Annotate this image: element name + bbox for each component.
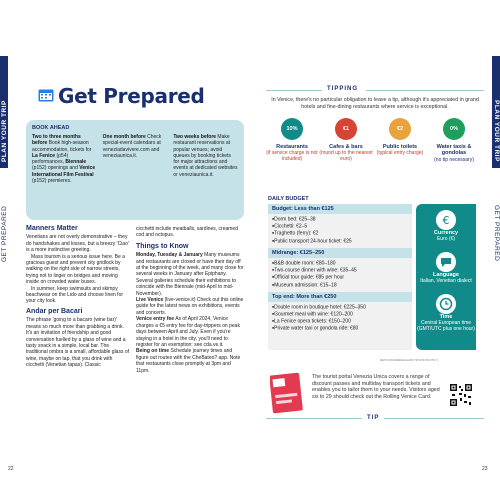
tip-sub: (no tip necessary): [434, 156, 474, 163]
list-item: ■ Cicchetti: €2–5: [272, 223, 408, 230]
book-ahead-heading: BOOK AHEAD: [32, 125, 70, 131]
manners-para: Venetians are not overly demonstrative – they do handshakes and kisses, but a breezy 'Ciao' is a more instinctive greeting.: [26, 234, 129, 254]
tip-title: Water taxis & gondolas: [436, 144, 472, 157]
left-column: [26, 226, 130, 369]
info-panel: [416, 204, 476, 350]
tip-badge: 10%: [281, 118, 303, 140]
budget-tier-list: [268, 304, 412, 336]
manners-para: In summer, keep swimsuits and skimpy beachwear on the Lido and choose linen for your city look.: [26, 285, 124, 305]
list-item: ■ Dorm bed: €25–38: [272, 216, 408, 223]
info-language: Language Italian, Venetian dialect: [416, 252, 476, 284]
book-col-3: Two weeks before Make restaurant reservations at popular venues; avoid queues by booking tickets for major attractions and events at dedicated websites or veneziaunica.it.: [173, 134, 238, 178]
manners-heading: Manners Matter: [26, 225, 78, 232]
list-item: ■ Double room in boutique hotel: €225–350: [272, 304, 408, 311]
list-item: ■ Official tour guide: €85 per hour: [272, 274, 408, 281]
tip-text: The tourist portal Venezia Unica covers a range of discount passes and multiday transport tickets and enables you to tailor them to your needs. Visitors aged six to 29 should check out the Rolling Venice Card.: [312, 374, 440, 400]
list-item: ■ B&B double room: €80–180: [272, 260, 408, 267]
page-title: Get Prepared: [58, 84, 205, 108]
budget-tier-label: Budget: Less than €125: [268, 204, 412, 214]
things-item: Monday, Tuesday & January Many museums and restaurants are closed or have their day off at the beginning of the week, and many close for several weeks in January after Epiphany. Several galleries schedule their exhibitions to coincide with the Biennale (mid-April to mid-November).: [136, 252, 244, 297]
currency-icon: [436, 210, 456, 230]
venice-card-image: [270, 372, 304, 414]
tip-title: Cafes & bars: [329, 144, 363, 150]
tipping-label: TIPPING: [327, 86, 359, 92]
tip-item-water-taxis: [426, 118, 482, 163]
info-currency: € Currency Euro (€): [416, 210, 476, 242]
tip-rule-left: [266, 418, 362, 419]
left-tab-sub: GET PREPARED: [1, 205, 8, 262]
book-col-1: Two to three months before Book high-season accommodation, tickets for La Fenice (p54) performances, Biennale (p152) openings and Venice International Film Festival (p152) premieres.: [32, 134, 96, 185]
book-col-2: One month before Check special-event calendars at veneziadavivere.com and veneziaunica.it.: [102, 134, 162, 159]
right-tab-sub: GET PREPARED: [493, 205, 500, 262]
book-ahead-box: [26, 120, 244, 220]
bacari-para: The phrase 'going to a bacaro (wine bar)' means so much more than grabbing a drink. It's an invitation of friendship and good conversation fuelled by a glass of wine and a tasty snack in a simple, local bar. The traditional ombra is a small, affordable glass of wine, maybe on tap, that you drink with cicchetti (Venetian tapas). Classic: [26, 317, 130, 369]
daily-budget-heading: DAILY BUDGET: [268, 196, 309, 202]
tip-badge: 0%: [443, 118, 465, 140]
tip-item-toilets: [372, 118, 428, 156]
tip-item-restaurants: [264, 118, 320, 162]
tipping-intro: In Venice, there's no particular obligation to leave a tip, although it's appreciated in grand hotels and fine-dining restaurants where service is exceptional.: [271, 97, 479, 110]
daily-budget-box: [268, 204, 412, 350]
tip-title: Restaurants: [276, 144, 308, 150]
list-item: ■ Gourmet meal with wine: €120–200: [272, 311, 408, 318]
calendar-icon: [38, 88, 54, 102]
info-time: Time Central European time (GMT/UTC plus one hour): [416, 294, 476, 332]
things-item: Live Venice (live-venice.it) Check out this online guide for the latest news on exhibitions, events and concerts.: [136, 297, 244, 316]
tip-item-cafes: [318, 118, 374, 162]
manners-para: Mass tourism is a serious issue here. Be a gracious guest and prevent city gridlock by walking on the right side of narrow streets, trying not to linger on bridges and moving inside on crowded water buses.: [26, 253, 125, 286]
list-item: ■ Two-course dinner with wine: €35–45: [272, 267, 408, 274]
list-item: ■ Private water taxi or gondola ride: €80: [272, 325, 408, 332]
things-item: Venice entry fee As of April 2024, Venice charges a €5 entry fee for day-trippers on peak days between April and July. Even if you're staying in a hotel in the city, you'll need to register for an exemption: see cda.ve.it.: [136, 316, 240, 348]
tip-label: TIP: [367, 415, 380, 421]
page-number-left: 22: [8, 466, 14, 472]
right-column: [136, 226, 244, 374]
tip-title: Public toilets: [382, 144, 418, 150]
budget-tier-list: [268, 216, 412, 248]
tip-badge: €1: [335, 118, 357, 140]
budget-tier-list: [268, 260, 412, 292]
things-heading: Things to Know: [136, 242, 189, 250]
speech-bubble-icon: [436, 252, 456, 272]
tipping-rule-right: [366, 90, 484, 91]
budget-tier-label: Top end: More than €250: [268, 292, 412, 302]
list-item: ■ Traghetto (ferry): €2: [272, 230, 408, 237]
cicchetti-cont: cicchetti include meatballs, sardines, creamed cod and octopus.: [136, 226, 238, 239]
budget-tier-label: Midrange: €125–250: [268, 248, 412, 258]
list-item: ■ Museum admission: €15–18: [272, 282, 408, 289]
tip-sub: (round up to the nearest euro): [319, 150, 373, 163]
things-item: Being on time Schedule journey times and figure out routes with the CheBateo? app. Note that restaurants close promptly at 3pm and 11pm.: [136, 348, 241, 374]
qr-code-icon: [450, 384, 472, 406]
tip-sub: (typical entry charge): [376, 150, 424, 157]
bacari-heading: Andar per Bacari: [26, 307, 83, 315]
clock-icon: [436, 294, 456, 314]
tip-badge: €2: [389, 118, 411, 140]
left-tab-label: PLAN YOUR TRIP: [1, 100, 8, 162]
list-item: ■ La Fenice opera tickets: €150–200: [272, 318, 408, 325]
right-tab-label: PLAN YOUR TRIP: [493, 100, 500, 162]
list-item: ■ Public transport 24-hour ticket: €25: [272, 238, 408, 245]
tipping-rule-left: [266, 90, 322, 91]
photo-credit: NEIT-CONCIERGE/ALAMY STOCK PHOTO ©: [380, 358, 439, 362]
tip-rule-right: [384, 418, 484, 419]
svg-text:€: €: [442, 214, 450, 227]
tip-sub: (if service charge is not included): [266, 150, 318, 163]
page-number-right: 23: [482, 466, 488, 472]
